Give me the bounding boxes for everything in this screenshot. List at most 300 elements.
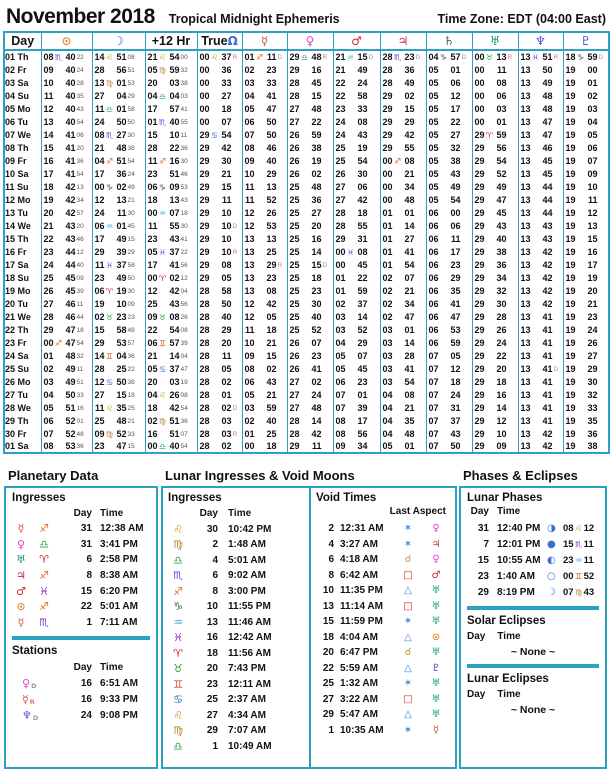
tri-aspect-icon: △ bbox=[404, 662, 412, 674]
ven-cell bbox=[287, 232, 333, 245]
degrees: 00 bbox=[199, 90, 210, 101]
minutes: 15 bbox=[311, 259, 322, 270]
mer-cell bbox=[242, 258, 287, 271]
sex-aspect-icon: ✶ bbox=[403, 538, 413, 550]
seconds: 55 bbox=[180, 118, 188, 126]
station-row bbox=[10, 691, 152, 707]
mer-cell bbox=[242, 141, 287, 154]
minutes: 59 bbox=[169, 64, 180, 75]
lib-sign-icon: ♎ bbox=[158, 91, 167, 101]
ura-icon: ♅ bbox=[431, 600, 441, 612]
degrees: 13 bbox=[520, 207, 531, 218]
h12-cell bbox=[145, 388, 197, 401]
degrees: 28 bbox=[94, 64, 105, 75]
ingress-day: 23 bbox=[206, 678, 218, 690]
page-title: November 2018 bbox=[6, 5, 155, 28]
minutes: 41 bbox=[450, 298, 461, 309]
degrees: 11 bbox=[147, 155, 158, 166]
day-cell: 26 Mo bbox=[4, 375, 41, 388]
phases-panel bbox=[459, 468, 607, 769]
leo-sign-icon: ♌ bbox=[158, 53, 167, 62]
minutes: 47 bbox=[542, 116, 553, 127]
ephemeris-row bbox=[4, 193, 609, 206]
ven-cell bbox=[287, 401, 333, 414]
node-cell bbox=[197, 115, 242, 128]
node-cell bbox=[197, 349, 242, 362]
gem-sign-icon: ♊ bbox=[158, 338, 167, 348]
degrees: 01 bbox=[335, 272, 346, 283]
degrees: 00 bbox=[474, 116, 485, 127]
degrees: 05 bbox=[244, 103, 255, 114]
position-degrees: 08 bbox=[563, 522, 574, 534]
sex-aspect-icon: ✶ bbox=[403, 724, 413, 736]
minutes: 48 bbox=[65, 350, 76, 361]
degrees: 13 bbox=[520, 116, 531, 127]
degrees: 03 bbox=[335, 311, 346, 322]
h12-cell bbox=[145, 232, 197, 245]
minutes: 38 bbox=[496, 246, 507, 257]
degrees: 00 bbox=[199, 116, 210, 127]
nep-cell bbox=[518, 63, 563, 76]
degrees: 13 bbox=[520, 181, 531, 192]
leo-sign-icon: ♌ bbox=[210, 53, 219, 62]
degrees: 21 bbox=[147, 350, 158, 361]
seconds: 48 bbox=[127, 326, 135, 334]
minutes: 01 bbox=[357, 389, 368, 400]
degrees: 19 bbox=[565, 350, 576, 361]
node-cell bbox=[197, 128, 242, 141]
lunar-ingress-row bbox=[166, 677, 306, 693]
ingress-time: 8:38 AM bbox=[100, 570, 138, 582]
degrees: 01 bbox=[147, 116, 158, 127]
minutes: 42 bbox=[542, 298, 553, 309]
degrees: 29 bbox=[199, 194, 210, 205]
minutes: 41 bbox=[169, 259, 180, 270]
sat-cell bbox=[426, 167, 472, 180]
minutes: 08 bbox=[357, 246, 368, 257]
mer-cell bbox=[242, 297, 287, 310]
degrees: 29 bbox=[474, 246, 485, 257]
minutes: 01 bbox=[404, 441, 415, 451]
void-time-row bbox=[314, 568, 452, 584]
void-time-row bbox=[314, 521, 452, 537]
minutes: 03 bbox=[496, 103, 507, 114]
degrees: 15 bbox=[43, 142, 54, 153]
void-day: 29 bbox=[322, 709, 334, 721]
minutes: 45 bbox=[542, 155, 553, 166]
node-cell bbox=[197, 89, 242, 102]
aqu-sign-icon: ♒ bbox=[346, 53, 355, 62]
degrees: 13 bbox=[520, 298, 531, 309]
degrees: 08 bbox=[244, 142, 255, 153]
sat-cell bbox=[426, 323, 472, 336]
degrees: 28 bbox=[382, 77, 393, 88]
minutes: 11 bbox=[221, 194, 232, 205]
separator bbox=[467, 664, 599, 668]
mer-cell bbox=[242, 310, 287, 323]
minutes: 13 bbox=[496, 52, 507, 62]
ingress-day: 22 bbox=[80, 601, 92, 613]
can-sign-icon: ♋ bbox=[210, 130, 219, 140]
degrees: 04 bbox=[428, 52, 439, 62]
minutes: 42 bbox=[542, 246, 553, 257]
minutes: 50 bbox=[116, 376, 127, 387]
minutes: 40 bbox=[65, 64, 76, 75]
ephemeris-row bbox=[4, 414, 609, 427]
ingress-time: 7:11 AM bbox=[100, 616, 138, 628]
minutes: 06 bbox=[357, 181, 368, 192]
jup-cell bbox=[380, 206, 426, 219]
minutes: 26 bbox=[266, 207, 277, 218]
sun-cell bbox=[41, 271, 92, 284]
plu-cell bbox=[563, 375, 609, 388]
degrees: 13 bbox=[520, 194, 531, 205]
sat-cell bbox=[426, 427, 472, 440]
degrees: 12 bbox=[244, 220, 255, 231]
degrees: 13 bbox=[520, 337, 531, 348]
minutes: 38 bbox=[311, 142, 322, 153]
new-moon-icon: ● bbox=[547, 538, 556, 550]
minutes: 29 bbox=[266, 259, 277, 270]
ephemeris-row bbox=[4, 388, 609, 401]
degrees: 13 bbox=[520, 246, 531, 257]
lib-sign-icon: ♎ bbox=[300, 53, 309, 62]
day-cell: 25 Su bbox=[4, 362, 41, 375]
minutes: 01 bbox=[116, 103, 127, 114]
seconds: 06 bbox=[76, 131, 84, 139]
ven-cell bbox=[287, 219, 333, 232]
node-cell bbox=[197, 375, 242, 388]
degrees: 06 bbox=[94, 285, 105, 296]
degrees: 12 bbox=[244, 207, 255, 218]
minutes: 40 bbox=[221, 311, 232, 322]
degrees: 13 bbox=[244, 233, 255, 244]
minutes: 20 bbox=[221, 337, 232, 348]
mar-cell bbox=[333, 375, 380, 388]
sat-cell bbox=[426, 206, 472, 219]
minutes: 04 bbox=[116, 90, 127, 101]
degrees: 01 bbox=[382, 207, 393, 218]
node-cell bbox=[197, 323, 242, 336]
nep-cell bbox=[518, 401, 563, 414]
degrees: 06 bbox=[428, 233, 439, 244]
minutes: 42 bbox=[542, 285, 553, 296]
minutes: 57 bbox=[169, 337, 180, 348]
minutes: 22 bbox=[311, 116, 322, 127]
minutes: 02 bbox=[266, 363, 277, 374]
sun-cell bbox=[41, 102, 92, 115]
seconds: 18 bbox=[127, 391, 135, 399]
minutes: 42 bbox=[404, 129, 415, 140]
ven-cell bbox=[287, 193, 333, 206]
degrees: 19 bbox=[565, 142, 576, 153]
degrees: 11 bbox=[94, 259, 105, 270]
minutes: 02 bbox=[221, 402, 232, 413]
sat-cell bbox=[426, 284, 472, 297]
mar-cell bbox=[333, 232, 380, 245]
jup-cell bbox=[380, 193, 426, 206]
seconds: 54 bbox=[76, 118, 84, 126]
lunar-phase-row bbox=[465, 520, 601, 536]
void-day: 15 bbox=[322, 616, 334, 628]
h12-cell bbox=[145, 167, 197, 180]
degrees: 00 bbox=[199, 64, 210, 75]
sat-cell bbox=[426, 102, 472, 115]
minutes: 15 bbox=[311, 90, 322, 101]
lunar-ingress-row bbox=[166, 739, 306, 755]
phase-time: 8:19 PM bbox=[497, 586, 535, 598]
degrees: 13 bbox=[43, 116, 54, 127]
mer-cell bbox=[242, 401, 287, 414]
minutes: 48 bbox=[404, 428, 415, 439]
nep-cell bbox=[518, 310, 563, 323]
minutes: 11 bbox=[116, 207, 127, 218]
minutes: 13 bbox=[266, 233, 277, 244]
degrees: 28 bbox=[335, 220, 346, 231]
ingress-time: 7:43 PM bbox=[228, 663, 266, 675]
ura-cell bbox=[472, 427, 518, 440]
degrees: 05 bbox=[428, 116, 439, 127]
degrees: 06 bbox=[428, 259, 439, 270]
node-cell bbox=[197, 414, 242, 427]
minutes: 09 bbox=[587, 168, 598, 179]
minutes: 16 bbox=[496, 389, 507, 400]
minutes: 47 bbox=[65, 324, 76, 335]
ari-sign-icon: ♈ bbox=[105, 286, 114, 296]
sat-cell bbox=[426, 271, 472, 284]
jup-cell bbox=[380, 76, 426, 89]
minutes: 42 bbox=[542, 272, 553, 283]
ura-cell bbox=[472, 336, 518, 349]
node-cell bbox=[197, 245, 242, 258]
degrees: 28 bbox=[199, 324, 210, 335]
degrees: 04 bbox=[244, 90, 255, 101]
ingress-day: 20 bbox=[206, 663, 218, 675]
day-header: Day bbox=[73, 661, 92, 673]
minutes: 41 bbox=[542, 415, 553, 426]
degrees: 10 bbox=[43, 77, 54, 88]
lunar-phase-row bbox=[465, 584, 601, 600]
ingress-time: 7:07 AM bbox=[228, 725, 266, 737]
minutes: 51 bbox=[116, 155, 127, 166]
lunar-ingress-row bbox=[166, 615, 306, 631]
void-time-row bbox=[314, 645, 452, 661]
lunar-ingress-row bbox=[166, 568, 306, 584]
mon-cell bbox=[92, 63, 145, 76]
ven-cell bbox=[287, 297, 333, 310]
sun-cell bbox=[41, 375, 92, 388]
station-time: 9:08 PM bbox=[100, 709, 138, 721]
seconds: 12 bbox=[76, 248, 84, 256]
minutes: 12 bbox=[496, 415, 507, 426]
ven-cell bbox=[287, 89, 333, 102]
seconds: 58 bbox=[127, 105, 135, 113]
mon-cell bbox=[92, 245, 145, 258]
h12-cell bbox=[145, 401, 197, 414]
minutes: 08 bbox=[357, 116, 368, 127]
seconds: 30 bbox=[180, 157, 188, 165]
minutes: 51 bbox=[169, 168, 180, 179]
nep-icon: ♆ bbox=[535, 34, 546, 48]
minutes: 52 bbox=[65, 415, 76, 426]
degrees: 13 bbox=[520, 324, 531, 335]
mer-cell bbox=[242, 115, 287, 128]
minutes: 47 bbox=[65, 337, 76, 348]
day-cell: 11 Su bbox=[4, 180, 41, 193]
degrees: 28 bbox=[382, 64, 393, 75]
degrees: 13 bbox=[520, 259, 531, 270]
day-cell: 18 Su bbox=[4, 271, 41, 284]
mer-cell bbox=[242, 440, 287, 453]
degrees: 29 bbox=[474, 181, 485, 192]
degrees: 16 bbox=[43, 155, 54, 166]
degrees: 10 bbox=[244, 168, 255, 179]
ingress-day: 15 bbox=[80, 585, 92, 597]
degrees: 05 bbox=[428, 77, 439, 88]
degrees: 29 bbox=[199, 233, 210, 244]
seconds: 43 bbox=[76, 105, 84, 113]
degrees: 22 bbox=[43, 233, 54, 244]
node-cell bbox=[197, 76, 242, 89]
minutes: 21 bbox=[404, 285, 415, 296]
node-cell bbox=[197, 102, 242, 115]
seconds: 29 bbox=[127, 248, 135, 256]
seconds: 08 bbox=[180, 391, 188, 399]
degrees: 09 bbox=[43, 64, 54, 75]
h12-cell bbox=[145, 63, 197, 76]
direct-mark: D bbox=[32, 713, 39, 722]
mer-cell bbox=[242, 362, 287, 375]
minutes: 32 bbox=[587, 389, 598, 400]
sat-cell bbox=[426, 310, 472, 323]
minutes: 59 bbox=[266, 402, 277, 413]
seconds: 04 bbox=[180, 352, 188, 360]
retrograde-mark: R bbox=[277, 261, 283, 269]
col-header-mar bbox=[333, 32, 380, 50]
mer-cell bbox=[242, 102, 287, 115]
ephemeris-row bbox=[4, 102, 609, 115]
degrees: 00 bbox=[382, 155, 393, 166]
minutes: 56 bbox=[496, 142, 507, 153]
ura-cell bbox=[472, 141, 518, 154]
minutes: 10 bbox=[587, 181, 598, 192]
minutes: 39 bbox=[116, 246, 127, 257]
degrees: 12 bbox=[244, 311, 255, 322]
vir-sign-icon: ♍ bbox=[105, 78, 114, 88]
pis-sign-icon: ♓ bbox=[39, 584, 49, 598]
degrees: 14 bbox=[43, 129, 54, 140]
minutes: 29 bbox=[266, 168, 277, 179]
ura-cell bbox=[472, 50, 518, 63]
degrees: 14 bbox=[94, 350, 105, 361]
mar-cell bbox=[333, 50, 380, 63]
minutes: 18 bbox=[450, 376, 461, 387]
mar-cell bbox=[333, 258, 380, 271]
mar-icon: ♂ bbox=[16, 584, 26, 598]
mar-cell bbox=[333, 414, 380, 427]
degrees: 21 bbox=[335, 52, 346, 62]
minutes: 28 bbox=[496, 311, 507, 322]
lunar-ingresses-title: Ingresses bbox=[168, 492, 222, 504]
sag-sign-icon: ♐ bbox=[255, 53, 264, 62]
degrees: 07 bbox=[428, 389, 439, 400]
minutes: 37 bbox=[221, 52, 232, 62]
phase-position bbox=[563, 587, 601, 598]
minutes: 07 bbox=[311, 337, 322, 348]
jup-cell bbox=[380, 362, 426, 375]
h12-cell bbox=[145, 115, 197, 128]
minutes: 32 bbox=[450, 142, 461, 153]
seconds: 41 bbox=[180, 235, 188, 243]
retrograde-mark: R bbox=[232, 248, 238, 256]
lib-sign-icon: ♎ bbox=[105, 104, 114, 114]
phase-time: 12:40 PM bbox=[497, 522, 541, 534]
degrees: 05 bbox=[428, 129, 439, 140]
degrees: 29 bbox=[199, 129, 210, 140]
station-day: 16 bbox=[80, 693, 92, 705]
degrees: 29 bbox=[199, 272, 210, 283]
degrees: 13 bbox=[520, 363, 531, 374]
ephemeris-row bbox=[4, 63, 609, 76]
degrees: 00 bbox=[199, 103, 210, 114]
minutes: 26 bbox=[169, 389, 180, 400]
ven-cell bbox=[287, 414, 333, 427]
seconds: 26 bbox=[180, 313, 188, 321]
cap-sign-icon: ♑ bbox=[173, 600, 183, 614]
h12-cell bbox=[145, 362, 197, 375]
degrees: 28 bbox=[199, 298, 210, 309]
degrees: 04 bbox=[147, 90, 158, 101]
minutes: 42 bbox=[65, 207, 76, 218]
degrees: 29 bbox=[289, 64, 300, 75]
seconds: 33 bbox=[127, 430, 135, 438]
sun-cell bbox=[41, 349, 92, 362]
ingress-day: 25 bbox=[206, 694, 218, 706]
mon-cell bbox=[92, 167, 145, 180]
leo-sign-icon: ♌ bbox=[105, 53, 114, 62]
seconds: 54 bbox=[76, 339, 84, 347]
minutes: 05 bbox=[587, 129, 598, 140]
minutes: 04 bbox=[587, 116, 598, 127]
ephemeris-row bbox=[4, 167, 609, 180]
ephemeris-row bbox=[4, 375, 609, 388]
seconds: 22 bbox=[76, 54, 84, 61]
mon-cell bbox=[92, 375, 145, 388]
minutes: 43 bbox=[542, 220, 553, 231]
minutes: 33 bbox=[357, 103, 368, 114]
degrees: 29 bbox=[199, 142, 210, 153]
sun-cell bbox=[41, 427, 92, 440]
degrees: 05 bbox=[244, 389, 255, 400]
mar-cell bbox=[333, 206, 380, 219]
ura-cell bbox=[472, 258, 518, 271]
minutes: 38 bbox=[450, 155, 461, 166]
minutes: 06 bbox=[450, 220, 461, 231]
lib-sign-icon: ♎ bbox=[173, 553, 183, 567]
seconds: 12 bbox=[180, 274, 188, 282]
day-cell: 20 Tu bbox=[4, 297, 41, 310]
minutes: 42 bbox=[542, 259, 553, 270]
degrees: 19 bbox=[565, 103, 576, 114]
retrograde-mark: R bbox=[507, 54, 513, 61]
tau-sign-icon: ♉ bbox=[173, 662, 183, 676]
mon-cell bbox=[92, 388, 145, 401]
minutes: 27 bbox=[404, 233, 415, 244]
minutes: 07 bbox=[404, 272, 415, 283]
sun-cell bbox=[41, 310, 92, 323]
sun-cell bbox=[41, 193, 92, 206]
minutes: 17 bbox=[450, 103, 461, 114]
